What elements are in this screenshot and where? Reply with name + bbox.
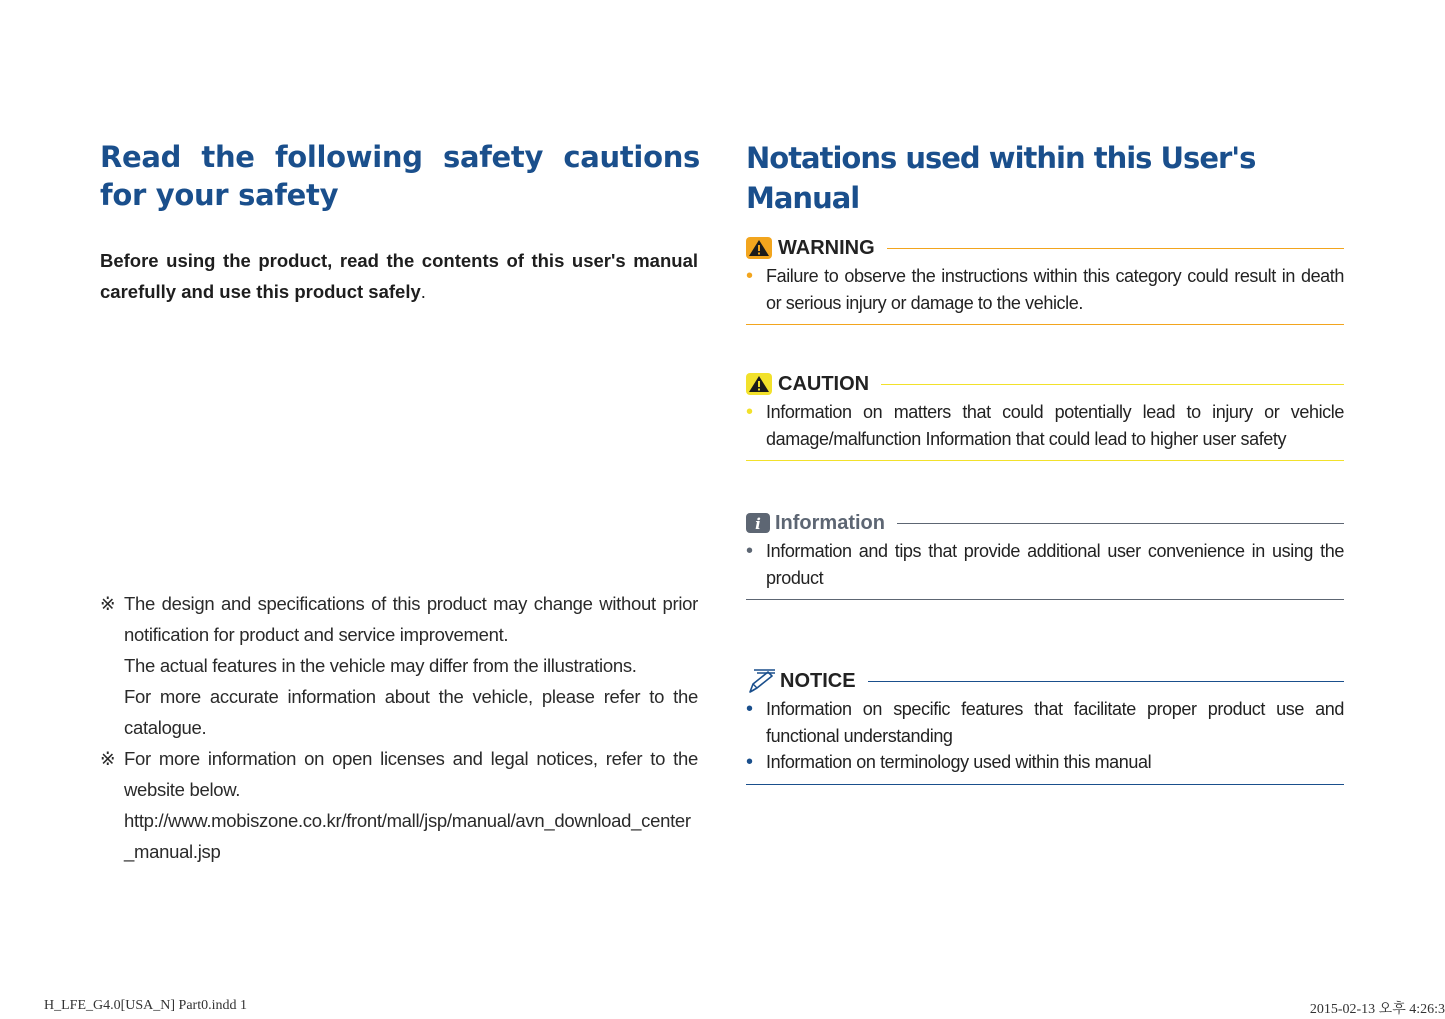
caution-section: [746, 371, 1344, 461]
reference-mark: ※: [100, 748, 116, 769]
information-list: [746, 538, 1344, 591]
list-item: • Information on terminology used within this manual: [746, 749, 1344, 776]
note-design-change: [100, 588, 698, 743]
bullet-icon: •: [746, 540, 753, 562]
warning-section: [746, 235, 1344, 325]
warning-header: [746, 235, 1344, 261]
information-header: [746, 510, 1344, 536]
note-line: For more accurate information about the vehicle, please refer to the catalogue.: [124, 686, 698, 738]
caution-list: [746, 399, 1344, 452]
warning-title: WARNING: [778, 236, 875, 259]
note-line: The actual features in the vehicle may differ from the illustrations.: [124, 655, 637, 676]
notice-list: [746, 696, 1344, 776]
safety-intro-bold: Before using the product, read the contents of this user's manual carefully and use this product safely: [100, 250, 698, 302]
warning-list: [746, 263, 1344, 316]
information-section: [746, 510, 1344, 600]
left-page-heading: Read the following safety cautions for your safety: [100, 140, 700, 212]
info-icon: [746, 513, 770, 533]
right-page-heading: Notations used within this User's Manual: [746, 141, 1256, 215]
svg-text:i: i: [755, 515, 761, 533]
information-header-rule: [897, 523, 1344, 524]
footer-file-info: H_LFE_G4.0[USA_N] Part0.indd 1: [44, 998, 247, 1013]
list-item: • Information on matters that could potentially lead to injury or vehicle damage/malfunction Information that could lead to higher user safety: [746, 401, 1344, 449]
bullet-icon: •: [746, 401, 753, 423]
caution-header-rule: [881, 384, 1344, 385]
notice-header: [746, 668, 1344, 694]
warning-bottom-rule: [746, 324, 1344, 325]
information-bottom-rule: [746, 599, 1344, 600]
reference-mark: ※: [100, 593, 116, 614]
list-item: • Failure to observe the instructions within this category could result in death or serious injury or damage to the vehicle.: [746, 265, 1344, 313]
notice-title: NOTICE: [780, 669, 856, 692]
caution-title: CAUTION: [778, 372, 870, 395]
warning-triangle-icon: [746, 237, 772, 259]
notes-block: [100, 588, 698, 867]
bullet-icon: •: [746, 698, 753, 720]
note-open-licenses: [100, 743, 698, 867]
information-title: Information: [775, 511, 885, 534]
list-item: • Information and tips that provide additional user convenience in using the product: [746, 540, 1344, 588]
bullet-icon: •: [746, 265, 753, 287]
note-line: The design and specifications of this product may change without prior notification for product and service improvement.: [124, 593, 698, 645]
pencil-icon: [746, 667, 776, 695]
bullet-icon: •: [746, 751, 753, 773]
notice-section: [746, 668, 1344, 785]
note-line: For more information on open licenses and legal notices, refer to the website below.: [124, 748, 698, 800]
safety-intro: [100, 245, 698, 307]
license-url[interactable]: http://www.mobiszone.co.kr/front/mall/jsp/manual/avn_download_center_manual.jsp: [124, 810, 691, 862]
list-item: • Information on specific features that facilitate proper product use and functional understanding: [746, 698, 1344, 746]
safety-intro-tail: .: [420, 281, 426, 302]
footer-timestamp: 2015-02-13 오후 4:26:3: [1309, 1002, 1445, 1017]
warning-header-rule: [887, 248, 1344, 249]
caution-triangle-icon: [746, 373, 772, 395]
caution-header: [746, 371, 1344, 397]
caution-bottom-rule: [746, 460, 1344, 461]
notice-header-rule: [868, 681, 1344, 682]
notice-bottom-rule: [746, 784, 1344, 785]
